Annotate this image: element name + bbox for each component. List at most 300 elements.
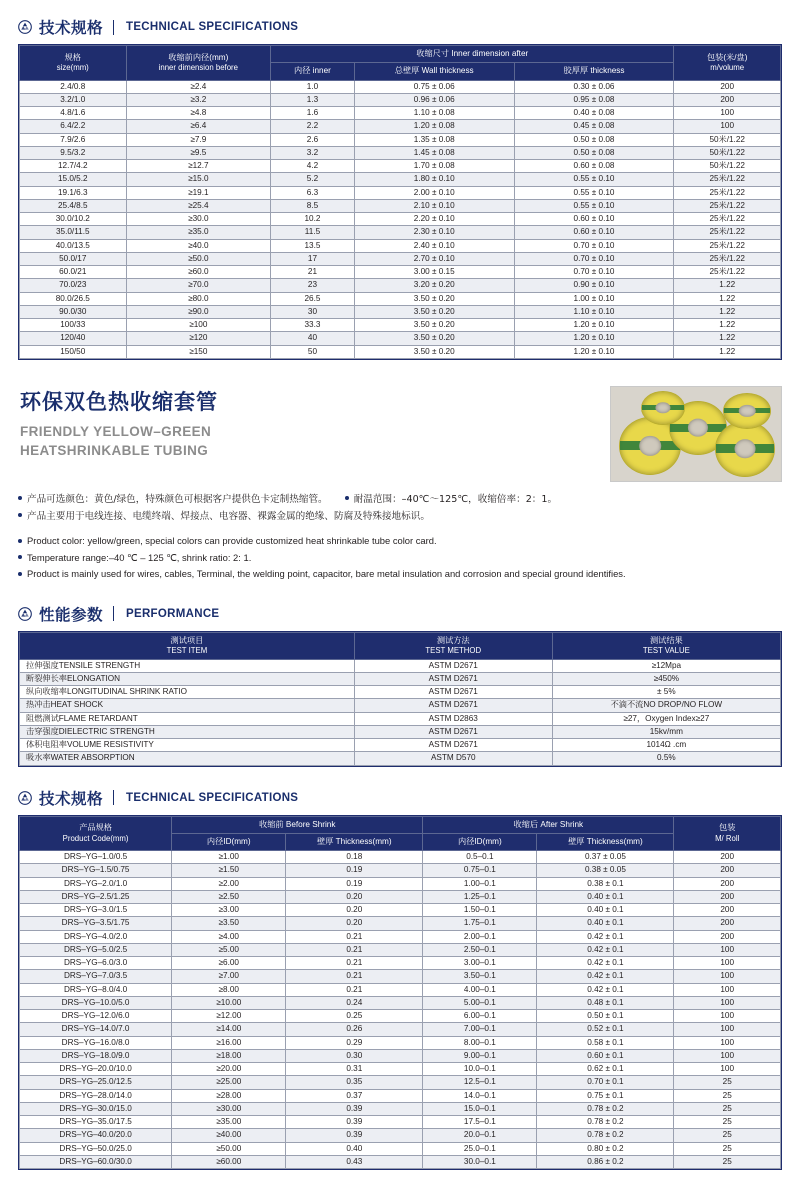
table-row — [20, 957, 781, 970]
table-cell: 12.5–0.1 — [423, 1076, 537, 1089]
table-cell: 1.3 — [271, 93, 355, 106]
table-cell: 2.30 ± 0.10 — [354, 226, 514, 239]
table-cell: DRS–YG–20.0/10.0 — [20, 1063, 172, 1076]
table-row — [20, 186, 781, 199]
table-cell: 0.43 — [286, 1155, 423, 1168]
table-cell: 0.80 ± 0.2 — [537, 1142, 674, 1155]
table-cell: 25 — [674, 1155, 781, 1168]
table-cell: 200 — [674, 877, 781, 890]
table-cell: 25米/1.22 — [674, 226, 781, 239]
table-cell: 35.0/11.5 — [20, 226, 127, 239]
table-row — [20, 672, 781, 685]
table-cell: 0.45 ± 0.08 — [514, 120, 674, 133]
bullet-cn-temp: 耐温范围：–40℃～125℃，收缩倍率：2：1。 — [353, 493, 558, 505]
table-cell: 0.50 ± 0.08 — [514, 133, 674, 146]
table-cell: 4.00–0.1 — [423, 983, 537, 996]
table-row — [20, 93, 781, 106]
table-cell: 17 — [271, 252, 355, 265]
table-cell: 0.37 ± 0.05 — [537, 851, 674, 864]
table-cell: ≥27，Oxygen Index≥27 — [552, 712, 780, 725]
table-cell: 1.22 — [674, 332, 781, 345]
table-cell: 100 — [674, 983, 781, 996]
product-title-en-line1: FRIENDLY YELLOW–GREEN — [20, 423, 212, 439]
table-cell: 200 — [674, 930, 781, 943]
product-title-en — [20, 422, 598, 461]
table-cell: 100 — [674, 1036, 781, 1049]
table-cell: 25 — [674, 1076, 781, 1089]
table-cell: 0.60 ± 0.1 — [537, 1049, 674, 1062]
table-cell: 15.0/5.2 — [20, 173, 127, 186]
table-row — [20, 1023, 781, 1036]
table-cell: ≥1.00 — [172, 851, 286, 864]
table-cell: 5.2 — [271, 173, 355, 186]
col-test-value: 测试结果 TEST VALUE — [552, 632, 780, 659]
table-cell: 25米/1.22 — [674, 199, 781, 212]
table-cell: 25米/1.22 — [674, 213, 781, 226]
table-cell: DRS–YG–28.0/14.0 — [20, 1089, 172, 1102]
table-cell: 1.00–0.1 — [423, 877, 537, 890]
table-cell: 0.70 ± 0.1 — [537, 1076, 674, 1089]
table-cell: 1.22 — [674, 345, 781, 358]
table-cell: DRS–YG–60.0/30.0 — [20, 1155, 172, 1168]
table-cell: ≥35.00 — [172, 1116, 286, 1129]
table-cell: ≥60.0 — [126, 266, 271, 279]
table-cell: DRS–YG–30.0/15.0 — [20, 1102, 172, 1115]
section-title-cn: 性能参数 — [39, 605, 104, 624]
table-cell: 0.62 ± 0.1 — [537, 1063, 674, 1076]
table-cell: 阻燃测试FLAME RETARDANT — [20, 712, 355, 725]
table-cell: 0.60 ± 0.10 — [514, 213, 674, 226]
table-cell: ≥20.00 — [172, 1063, 286, 1076]
col-wall-after: 壁厚 Thickness(mm) — [537, 833, 674, 850]
table-cell: 30.0–0.1 — [423, 1155, 537, 1168]
table-row — [20, 319, 781, 332]
table-row — [20, 1089, 781, 1102]
table-cell: 0.38 ± 0.1 — [537, 877, 674, 890]
section-title-cn: 技术规格 — [39, 789, 104, 808]
table-cell: 15kv/mm — [552, 725, 780, 738]
table-cell: 100 — [674, 1063, 781, 1076]
table-cell: 10.0–0.1 — [423, 1063, 537, 1076]
col-size: 规格 size(mm) — [20, 46, 127, 81]
table-performance — [19, 632, 781, 766]
table-row — [20, 930, 781, 943]
col-test-method: 测试方法 TEST METHOD — [354, 632, 552, 659]
table-row — [20, 1076, 781, 1089]
table-cell: ≥28.00 — [172, 1089, 286, 1102]
section-header-tech-2 — [18, 787, 782, 809]
col-product-code: 产品规格 Product Code(mm) — [20, 816, 172, 851]
table-cell: ≥40.0 — [126, 239, 271, 252]
table-cell: 0.50 ± 0.08 — [514, 146, 674, 159]
table-cell: ≥5.00 — [172, 943, 286, 956]
section-title-en: PERFORMANCE — [126, 607, 220, 620]
table-cell: 2.4/0.8 — [20, 80, 127, 93]
table-cell: 70.0/23 — [20, 279, 127, 292]
table-cell: 25 — [674, 1089, 781, 1102]
table-cell: ≥4.8 — [126, 107, 271, 120]
table-cell: DRS–YG–10.0/5.0 — [20, 996, 172, 1009]
table-cell: 120/40 — [20, 332, 127, 345]
table-cell: 3.00–0.1 — [423, 957, 537, 970]
table-cell: 0.60 ± 0.10 — [514, 226, 674, 239]
table-cell: 1.6 — [271, 107, 355, 120]
table-cell: ≥2.50 — [172, 890, 286, 903]
table-row — [20, 173, 781, 186]
table-tech-specs-2 — [19, 816, 781, 1170]
table-cell: 1.10 ± 0.08 — [354, 107, 514, 120]
table-cell: 25 — [674, 1102, 781, 1115]
product-title-cn: 环保双色热收缩套管 — [20, 389, 218, 414]
product-intro — [18, 386, 782, 482]
table-cell: 25米/1.22 — [674, 239, 781, 252]
divider — [113, 20, 114, 35]
table-cell: ≥9.5 — [126, 146, 271, 159]
table-cell: 击穿强度DIELECTRIC STRENGTH — [20, 725, 355, 738]
table-cell: 3.50 ± 0.20 — [354, 292, 514, 305]
coil-3 — [715, 421, 775, 477]
table-cell: 0.31 — [286, 1063, 423, 1076]
table-row — [20, 752, 781, 765]
table-cell: ≥14.00 — [172, 1023, 286, 1036]
table-cell: 200 — [674, 890, 781, 903]
table-row — [20, 1102, 781, 1115]
table-cell: 50米/1.22 — [674, 133, 781, 146]
table-cell: 100 — [674, 970, 781, 983]
table-row — [20, 904, 781, 917]
table-cell: ASTM D2671 — [354, 672, 552, 685]
table-cell: 1.75–0.1 — [423, 917, 537, 930]
table-row — [20, 160, 781, 173]
table-cell: 0.29 — [286, 1036, 423, 1049]
table-cell: 0.52 ± 0.1 — [537, 1023, 674, 1036]
table-cell: 40 — [271, 332, 355, 345]
coil-stripe — [620, 441, 680, 450]
table-cell: ≥90.0 — [126, 305, 271, 318]
table-cell: 0.21 — [286, 930, 423, 943]
table-row — [20, 996, 781, 1009]
table-cell: 0.39 — [286, 1129, 423, 1142]
table-row — [20, 80, 781, 93]
table-cell: 2.2 — [271, 120, 355, 133]
table-cell: 0.70 ± 0.10 — [514, 239, 674, 252]
table-header-row — [20, 46, 781, 63]
table-cell: ≥10.00 — [172, 996, 286, 1009]
table-row — [20, 851, 781, 864]
bullet-cn-row-1 — [18, 492, 782, 509]
table-cell: 拉伸强度TENSILE STRENGTH — [20, 659, 355, 672]
table-cell: 1.22 — [674, 292, 781, 305]
table-cell: 0.55 ± 0.10 — [514, 199, 674, 212]
table-cell: 0.40 — [286, 1142, 423, 1155]
table-cell: DRS–YG–6.0/3.0 — [20, 957, 172, 970]
table-cell: 25米/1.22 — [674, 266, 781, 279]
table-cell: 0.60 ± 0.08 — [514, 160, 674, 173]
col-inner-after: 内径ID(mm) — [423, 833, 537, 850]
table-cell: 33.3 — [271, 319, 355, 332]
table-cell: 0.19 — [286, 864, 423, 877]
table-cell: 1.45 ± 0.08 — [354, 146, 514, 159]
table-cell: 3.00 ± 0.15 — [354, 266, 514, 279]
table-cell: 0.21 — [286, 983, 423, 996]
table-cell: DRS–YG–35.0/17.5 — [20, 1116, 172, 1129]
bullet-dot-icon — [18, 572, 22, 576]
table-cell: ASTM D2671 — [354, 739, 552, 752]
table-cell: ≥100 — [126, 319, 271, 332]
product-bullets — [18, 492, 782, 583]
section-title-cn: 技术规格 — [39, 19, 104, 37]
table-cell: ≥7.00 — [172, 970, 286, 983]
table-cell: 0.42 ± 0.1 — [537, 930, 674, 943]
table-row — [20, 890, 781, 903]
table-cell: 0.39 — [286, 1102, 423, 1115]
table-cell: 1.80 ± 0.10 — [354, 173, 514, 186]
table-cell: 0.78 ± 0.2 — [537, 1102, 674, 1115]
table-cell: 7.00–0.1 — [423, 1023, 537, 1036]
table-cell: 0.35 — [286, 1076, 423, 1089]
table-cell: 25.0–0.1 — [423, 1142, 537, 1155]
table-cell: 25 — [674, 1129, 781, 1142]
table-row — [20, 345, 781, 358]
table-cell: 25 — [674, 1116, 781, 1129]
product-title-en-line2: HEATSHRINKABLE TUBING — [20, 443, 209, 459]
table-row — [20, 146, 781, 159]
table-row — [20, 133, 781, 146]
table-row — [20, 725, 781, 738]
coil-stripe — [670, 424, 726, 432]
col-wall: 总壁厚 Wall thickness — [354, 63, 514, 80]
table-row — [20, 332, 781, 345]
table-cell: 6.3 — [271, 186, 355, 199]
table-cell: 1.10 ± 0.10 — [514, 305, 674, 318]
table-cell: 0.25 — [286, 1010, 423, 1023]
table-cell: 30 — [271, 305, 355, 318]
table-header-row — [20, 632, 781, 659]
table-cell: 100 — [674, 120, 781, 133]
table-cell: 1.25–0.1 — [423, 890, 537, 903]
table-cell: 0.20 — [286, 904, 423, 917]
table-row — [20, 1063, 781, 1076]
table-cell: 0.39 — [286, 1116, 423, 1129]
table-row — [20, 877, 781, 890]
table-cell: DRS–YG–5.0/2.5 — [20, 943, 172, 956]
table-cell: ≥7.9 — [126, 133, 271, 146]
bullet-dot-icon — [18, 555, 22, 559]
table-cell: 6.00–0.1 — [423, 1010, 537, 1023]
table-cell: ≥50.00 — [172, 1142, 286, 1155]
table-cell: 50米/1.22 — [674, 160, 781, 173]
table-cell: ≥2.00 — [172, 877, 286, 890]
table-cell: 14.0–0.1 — [423, 1089, 537, 1102]
coil-stripe — [642, 405, 684, 410]
table-cell: ≥1.50 — [172, 864, 286, 877]
table-cell: 1.20 ± 0.10 — [514, 345, 674, 358]
table-cell: 3.50 ± 0.20 — [354, 345, 514, 358]
table-cell: 3.50 ± 0.20 — [354, 332, 514, 345]
table-cell: 0.26 — [286, 1023, 423, 1036]
table-cell: 0.50 ± 0.1 — [537, 1010, 674, 1023]
table-cell: 0.37 — [286, 1089, 423, 1102]
table-cell: 0.75–0.1 — [423, 864, 537, 877]
table-cell: DRS–YG–18.0/9.0 — [20, 1049, 172, 1062]
table-cell: 10.2 — [271, 213, 355, 226]
table-cell: 30.0/10.2 — [20, 213, 127, 226]
table-cell: DRS–YG–16.0/8.0 — [20, 1036, 172, 1049]
table-cell: 80.0/26.5 — [20, 292, 127, 305]
table-cell: 0.21 — [286, 957, 423, 970]
table-cell: 11.5 — [271, 226, 355, 239]
table-cell: 0.78 ± 0.2 — [537, 1116, 674, 1129]
table-cell: ASTM D2863 — [354, 712, 552, 725]
table-cell: 200 — [674, 80, 781, 93]
table-row — [20, 983, 781, 996]
table-cell: 1.70 ± 0.08 — [354, 160, 514, 173]
table-cell: DRS–YG–4.0/2.0 — [20, 930, 172, 943]
table-cell: ASTM D2671 — [354, 686, 552, 699]
table-row — [20, 943, 781, 956]
col-before: 收缩前内径(mm) inner dimension before — [126, 46, 271, 81]
table-cell: 0.24 — [286, 996, 423, 1009]
table-cell: 3.2/1.0 — [20, 93, 127, 106]
table-row — [20, 292, 781, 305]
table-cell: 1.22 — [674, 305, 781, 318]
table-cell: 2.10 ± 0.10 — [354, 199, 514, 212]
table-row — [20, 252, 781, 265]
table-cell: ≥80.0 — [126, 292, 271, 305]
table-cell: 2.40 ± 0.10 — [354, 239, 514, 252]
section-title-en: TECHNICAL SPECIFICATIONS — [126, 21, 299, 33]
table-cell: DRS–YG–40.0/20.0 — [20, 1129, 172, 1142]
table-cell: DRS–YG–50.0/25.0 — [20, 1142, 172, 1155]
table-cell: 25 — [674, 1142, 781, 1155]
table-cell: 0.40 ± 0.1 — [537, 904, 674, 917]
table-cell: DRS–YG–7.0/3.5 — [20, 970, 172, 983]
section-header-tech-1 — [18, 16, 782, 38]
table-cell: 体积电阻率VOLUME RESISTIVITY — [20, 739, 355, 752]
table-cell: ≥3.2 — [126, 93, 271, 106]
table-cell: 50米/1.22 — [674, 146, 781, 159]
table-cell: 50 — [271, 345, 355, 358]
table-cell: 吸水率WATER ABSORPTION — [20, 752, 355, 765]
table-cell: 25米/1.22 — [674, 173, 781, 186]
table-performance-wrapper — [18, 631, 782, 767]
table-cell: 200 — [674, 93, 781, 106]
table-tech-specs-1-wrapper — [18, 44, 782, 360]
table-cell: 0.42 ± 0.1 — [537, 957, 674, 970]
table-cell: 1.22 — [674, 319, 781, 332]
table-cell: 0.75 ± 0.06 — [354, 80, 514, 93]
table-cell: 0.40 ± 0.1 — [537, 890, 674, 903]
product-text — [18, 386, 598, 461]
table-cell: 0.21 — [286, 970, 423, 983]
table-cell: 8.00–0.1 — [423, 1036, 537, 1049]
table-cell: ≥15.0 — [126, 173, 271, 186]
table-cell: 2.00–0.1 — [423, 930, 537, 943]
table-cell: 26.5 — [271, 292, 355, 305]
table-cell: ≥8.00 — [172, 983, 286, 996]
table-cell: 0.42 ± 0.1 — [537, 983, 674, 996]
table-cell: 0.20 — [286, 890, 423, 903]
table-cell: DRS–YG–2.0/1.0 — [20, 877, 172, 890]
table-row — [20, 120, 781, 133]
recycle-icon — [18, 607, 32, 621]
table-cell: 200 — [674, 864, 781, 877]
table-cell: 0.38 ± 0.05 — [537, 864, 674, 877]
col-inner: 内径 inner — [271, 63, 355, 80]
table-tech-specs-2-wrapper — [18, 815, 782, 1171]
table-cell: 60.0/21 — [20, 266, 127, 279]
table-cell: 25米/1.22 — [674, 186, 781, 199]
bullet-en-row-3 — [18, 566, 782, 582]
table-cell: DRS–YG–1.5/0.75 — [20, 864, 172, 877]
col-after-group: 收缩尺寸 Inner dimension after — [271, 46, 674, 63]
table-cell: 0.48 ± 0.1 — [537, 996, 674, 1009]
table-cell: ≥70.0 — [126, 279, 271, 292]
table-cell: DRS–YG–12.0/6.0 — [20, 1010, 172, 1023]
table-row — [20, 1010, 781, 1023]
spacer — [18, 525, 782, 533]
table-cell: 15.0–0.1 — [423, 1102, 537, 1115]
recycle-icon — [18, 20, 32, 34]
bullet-cn-2: 产品主要用于电线连接、电缆终端、焊接点、电容器、裸露金属的绝缘、防腐及特殊接地标识。 — [27, 510, 430, 522]
table-cell: 1.20 ± 0.10 — [514, 319, 674, 332]
divider — [113, 606, 114, 621]
table-cell: DRS–YG–2.5/1.25 — [20, 890, 172, 903]
table-cell: ≥3.50 — [172, 917, 286, 930]
coil-stripe — [724, 408, 770, 413]
table-cell: 3.50–0.1 — [423, 970, 537, 983]
table-row — [20, 917, 781, 930]
table-cell: 7.9/2.6 — [20, 133, 127, 146]
col-packing: 包装(米/盘) m/volume — [674, 46, 781, 81]
table-cell: ≥450% — [552, 672, 780, 685]
bullet-dot-icon — [18, 496, 22, 500]
col-packing: 包装 M/ Roll — [674, 816, 781, 851]
table-cell: 200 — [674, 851, 781, 864]
table-row — [20, 305, 781, 318]
col-wall-before: 壁厚 Thickness(mm) — [286, 833, 423, 850]
table-cell: ≥50.0 — [126, 252, 271, 265]
table-row — [20, 712, 781, 725]
table-cell: 1.35 ± 0.08 — [354, 133, 514, 146]
table-row — [20, 1142, 781, 1155]
table-row — [20, 239, 781, 252]
table-cell: 热冲击HEAT SHOCK — [20, 699, 355, 712]
table-row — [20, 1116, 781, 1129]
table-cell: 0.78 ± 0.2 — [537, 1129, 674, 1142]
table-cell: 17.5–0.1 — [423, 1116, 537, 1129]
table-tech-specs-1 — [19, 45, 781, 359]
table-row — [20, 226, 781, 239]
table-cell: 0.42 ± 0.1 — [537, 970, 674, 983]
table-cell: 23 — [271, 279, 355, 292]
table-cell: 0.21 — [286, 943, 423, 956]
table-cell: 100 — [674, 996, 781, 1009]
table-cell: 150/50 — [20, 345, 127, 358]
col-test-item: 测试项目 TEST ITEM — [20, 632, 355, 659]
table-cell: ≥16.00 — [172, 1036, 286, 1049]
table-cell: 2.50–0.1 — [423, 943, 537, 956]
table-cell: 6.4/2.2 — [20, 120, 127, 133]
table-cell: 100 — [674, 1010, 781, 1023]
table-cell: 1.50–0.1 — [423, 904, 537, 917]
bullet-en-row-1 — [18, 533, 782, 549]
table-cell: 0.75 ± 0.1 — [537, 1089, 674, 1102]
table-performance-body — [20, 659, 781, 765]
table-cell: DRS–YG–8.0/4.0 — [20, 983, 172, 996]
table-cell: 纵向收缩率LONGITUDINAL SHRINK RATIO — [20, 686, 355, 699]
table-cell: 0.19 — [286, 877, 423, 890]
